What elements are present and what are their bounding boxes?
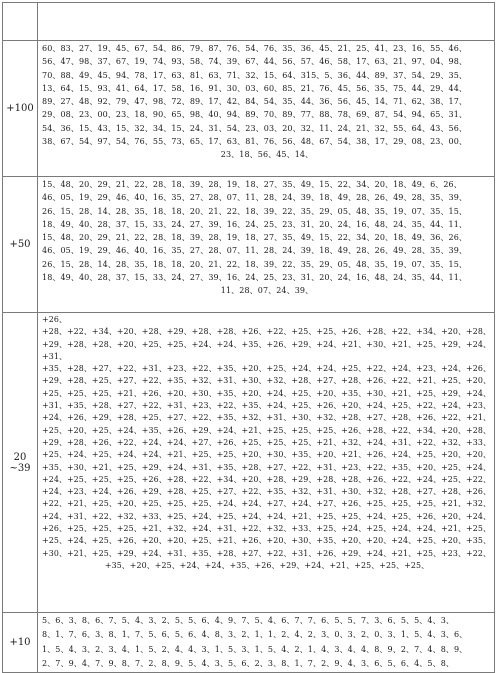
number-line: +35、+30、+21、+25、+29、+24、+31、+35、+28、+27、+22、+31、+23、+22、+35、+20、+25、+24、	[42, 462, 491, 472]
header-label-cell	[3, 3, 38, 41]
row-content-20-39	[38, 313, 495, 613]
table-row	[3, 613, 495, 673]
number-line: +25、+24、+25、+24、+24、+21、+25、+25、+20、+30、+35、+20、+21、+26、+24、+25、+20、+20、	[42, 450, 491, 460]
table-row	[3, 313, 495, 613]
table-row	[3, 177, 495, 313]
number-table	[2, 2, 495, 673]
number-line: 1、5、4、3、2、3、4、1、5、2、4、4、3、1、5、3、1、5、4、2、1、4、3、4、4、8、9、2、7、4、8、9、	[42, 644, 468, 654]
number-line: +30、+21、+25、+29、+24、+31、+35、+28、+27、+22、+31、+26、+29、+24、+21、+25、+23、+22、	[42, 548, 491, 558]
number-line: +25、+24、+25、+26、+20、+20、+25、+21、+26、+20、+30、+35、+20、+20、+24、+25、+20、+35、	[42, 536, 491, 546]
number-line: +24、+31、+22、+32、+33、+25、+24、+25、+24、+24、+21、+25、+25、+24、+25、+26、+20、+24、	[42, 511, 491, 521]
number-line: 15、48、20、29、21、22、28、18、39、28、19、18、27、35、49、15、22、34、20、18、49、36、26、	[42, 233, 468, 242]
number-line: 15、48、20、29、21、22、28、18、39、28、19、18、27、35、49、15、22、34、20、18、49、6、26、	[42, 180, 462, 189]
number-line-end: +35、+20、+25、+24、+24、+35、+26、+29、+24、+21、+25、+25、+25、	[104, 560, 430, 570]
number-line: 2、7、9、4、7、9、8、7、2、8、9、5、4、3、5、6、2、3、8、1、7、2、9、4、3、6、5、6、4、5、8、	[42, 659, 454, 669]
number-line: +29、+28、+25、+27、+22、+35、+32、+31、+30、+32、+28、+27、+28、+26、+22、+21、+25、+20、	[42, 376, 491, 386]
number-line: +25、+25、+25、+21、+26、+20、+30、+35、+20、+24、+25、+20、+35、+30、+21、+25、+29、+24、	[42, 388, 491, 398]
row-label-20-39	[3, 313, 38, 613]
number-line: 18、49、40、28、37、15、33、24、27、39、16、24、25、23、31、20、24、16、48、24、35、44、11、	[42, 219, 468, 229]
row-label-plus10: +10	[3, 613, 38, 673]
number-line: 56、47、98、37、67、19、74、93、58、74、39、67、44、56、57、46、58、17、63、21、97、04、98、	[42, 57, 468, 67]
number-line: +35、+28、+27、+22、+31、+23、+22、+35、+20、+25、+24、+24、+25、+22、+24、+23、+24、+26、	[42, 364, 491, 374]
number-line: +25、+20、+25、+24、+35、+26、+29、+24、+21、+25、+25、+25、+26、+28、+22、+34、+20、+28、	[42, 425, 491, 435]
header-row	[3, 3, 495, 41]
number-line: 26、15、28、14、28、35、18、18、20、21、22、18、39、22、35、29、05、48、35、19、07、35、15、	[42, 259, 468, 269]
number-line: +24、+26、+29、+28、+25、+27、+22、+35、+32、+31、+30、+32、+28、+27、+28、+26、+22、+21、	[42, 413, 491, 423]
row-label-line: 20	[13, 451, 27, 463]
number-line: 8、1、7、6、3、8、1、7、5、6、5、6、4、8、3、2、1、1、2、4、2、3、0、3、2、0、3、1、5、4、3、6、	[42, 630, 468, 640]
row-label-plus50: +50	[3, 177, 38, 313]
row-label-line: ~39	[9, 462, 31, 474]
number-line: +26、	[42, 315, 67, 324]
number-line: 60、83、27、19、45、67、54、86、79、87、76、54、76、35、36、45、21、25、41、23、16、55、46、	[42, 44, 468, 53]
number-line: +28、+22、+34、+20、+28、+29、+28、+28、+26、+22、+25、+25、+26、+28、+22、+34、+20、+28、	[42, 327, 491, 337]
number-line: +22、+21、+25、+20、+25、+25、+25、+24、+24、+27、+24、+27、+26、+25、+25、+25、+21、+32、	[42, 499, 491, 509]
row-content-plus50	[38, 177, 495, 313]
number-line: 26、15、28、14、28、35、18、18、20、21、22、18、39、22、35、29、05、48、35、19、07、35、15、	[42, 206, 468, 216]
number-line: 46、05、19、29、46、40、16、35、27、28、07、11、28、24、39、18、49、28、26、49、28、35、39、	[42, 193, 468, 203]
number-line: 18、49、40、28、37、15、33、24、27、39、16、24、25、23、31、20、24、16、48、24、35、44、11、	[42, 272, 468, 282]
row-content-plus100	[38, 41, 495, 177]
table-row	[3, 41, 495, 177]
row-content-plus10	[38, 613, 495, 673]
row-label-plus100: +100	[3, 41, 38, 177]
number-line-end: 23、18、56、45、14、	[220, 150, 314, 159]
number-line: 70、88、49、45、94、78、17、63、81、63、71、32、15、64、315、5、36、44、89、37、54、29、35、	[42, 70, 468, 80]
number-line: 5、6、3、8、6、7、5、4、3、2、5、5、6、4、9、7、5、4、6、7、7、6、5、5、7、3、6、5、5、4、3、	[42, 616, 454, 625]
header-content-cell	[38, 3, 495, 41]
number-line: +24、+23、+24、+26、+29、+28、+25、+27、+22、+35、+32、+31、+30、+32、+28、+27、+28、+26、	[42, 487, 491, 497]
number-line-end: 11、28、07、24、39、	[220, 286, 314, 295]
number-line: 89、27、48、92、79、47、98、72、89、17、42、84、54、35、44、36、56、45、14、71、62、38、17、	[42, 97, 468, 106]
number-line: 29、08、23、00、23、18、90、65、98、40、94、89、70、89、77、88、78、69、87、54、94、65、31、	[42, 110, 468, 120]
number-line: 38、67、54、97、54、76、55、73、65、17、63、81、76、56、48、67、54、38、17、29、08、23、00、	[42, 136, 468, 146]
number-line: +26、+25、+25、+25、+21、+32、+24、+31、+22、+32、+33、+25、+24、+25、+24、+24、+21、+25、	[42, 524, 491, 534]
number-line: +29、+28、+26、+22、+24、+24、+27、+26、+25、+25、+25、+21、+32、+24、+31、+22、+32、+33、	[42, 437, 491, 447]
number-line: +31、+35、+28、+27、+22、+31、+23、+22、+35、+24、+25、+26、+20、+24、+25、+22、+24、+23、	[42, 401, 491, 411]
number-line: 13、64、15、93、41、64、17、58、16、91、30、03、60、85、21、76、45、56、35、75、44、29、44、	[42, 83, 468, 93]
number-line: +29、+28、+28、+20、+25、+25、+24、+24、+35、+26、+29、+24、+21、+30、+21、+25、+29、+24、+31、	[42, 339, 491, 361]
number-line: +24、+25、+25、+25、+26、+28、+22、+34、+20、+28、+29、+28、+28、+26、+22、+24、+25、+22、	[42, 474, 491, 484]
number-line: 46、05、19、29、46、40、16、35、27、28、07、11、28、24、39、18、49、28、26、49、28、35、39、	[42, 246, 468, 256]
number-line: 54、36、15、43、15、32、34、15、24、31、54、23、03、20、32、11、24、21、32、55、64、43、56、	[42, 123, 468, 133]
